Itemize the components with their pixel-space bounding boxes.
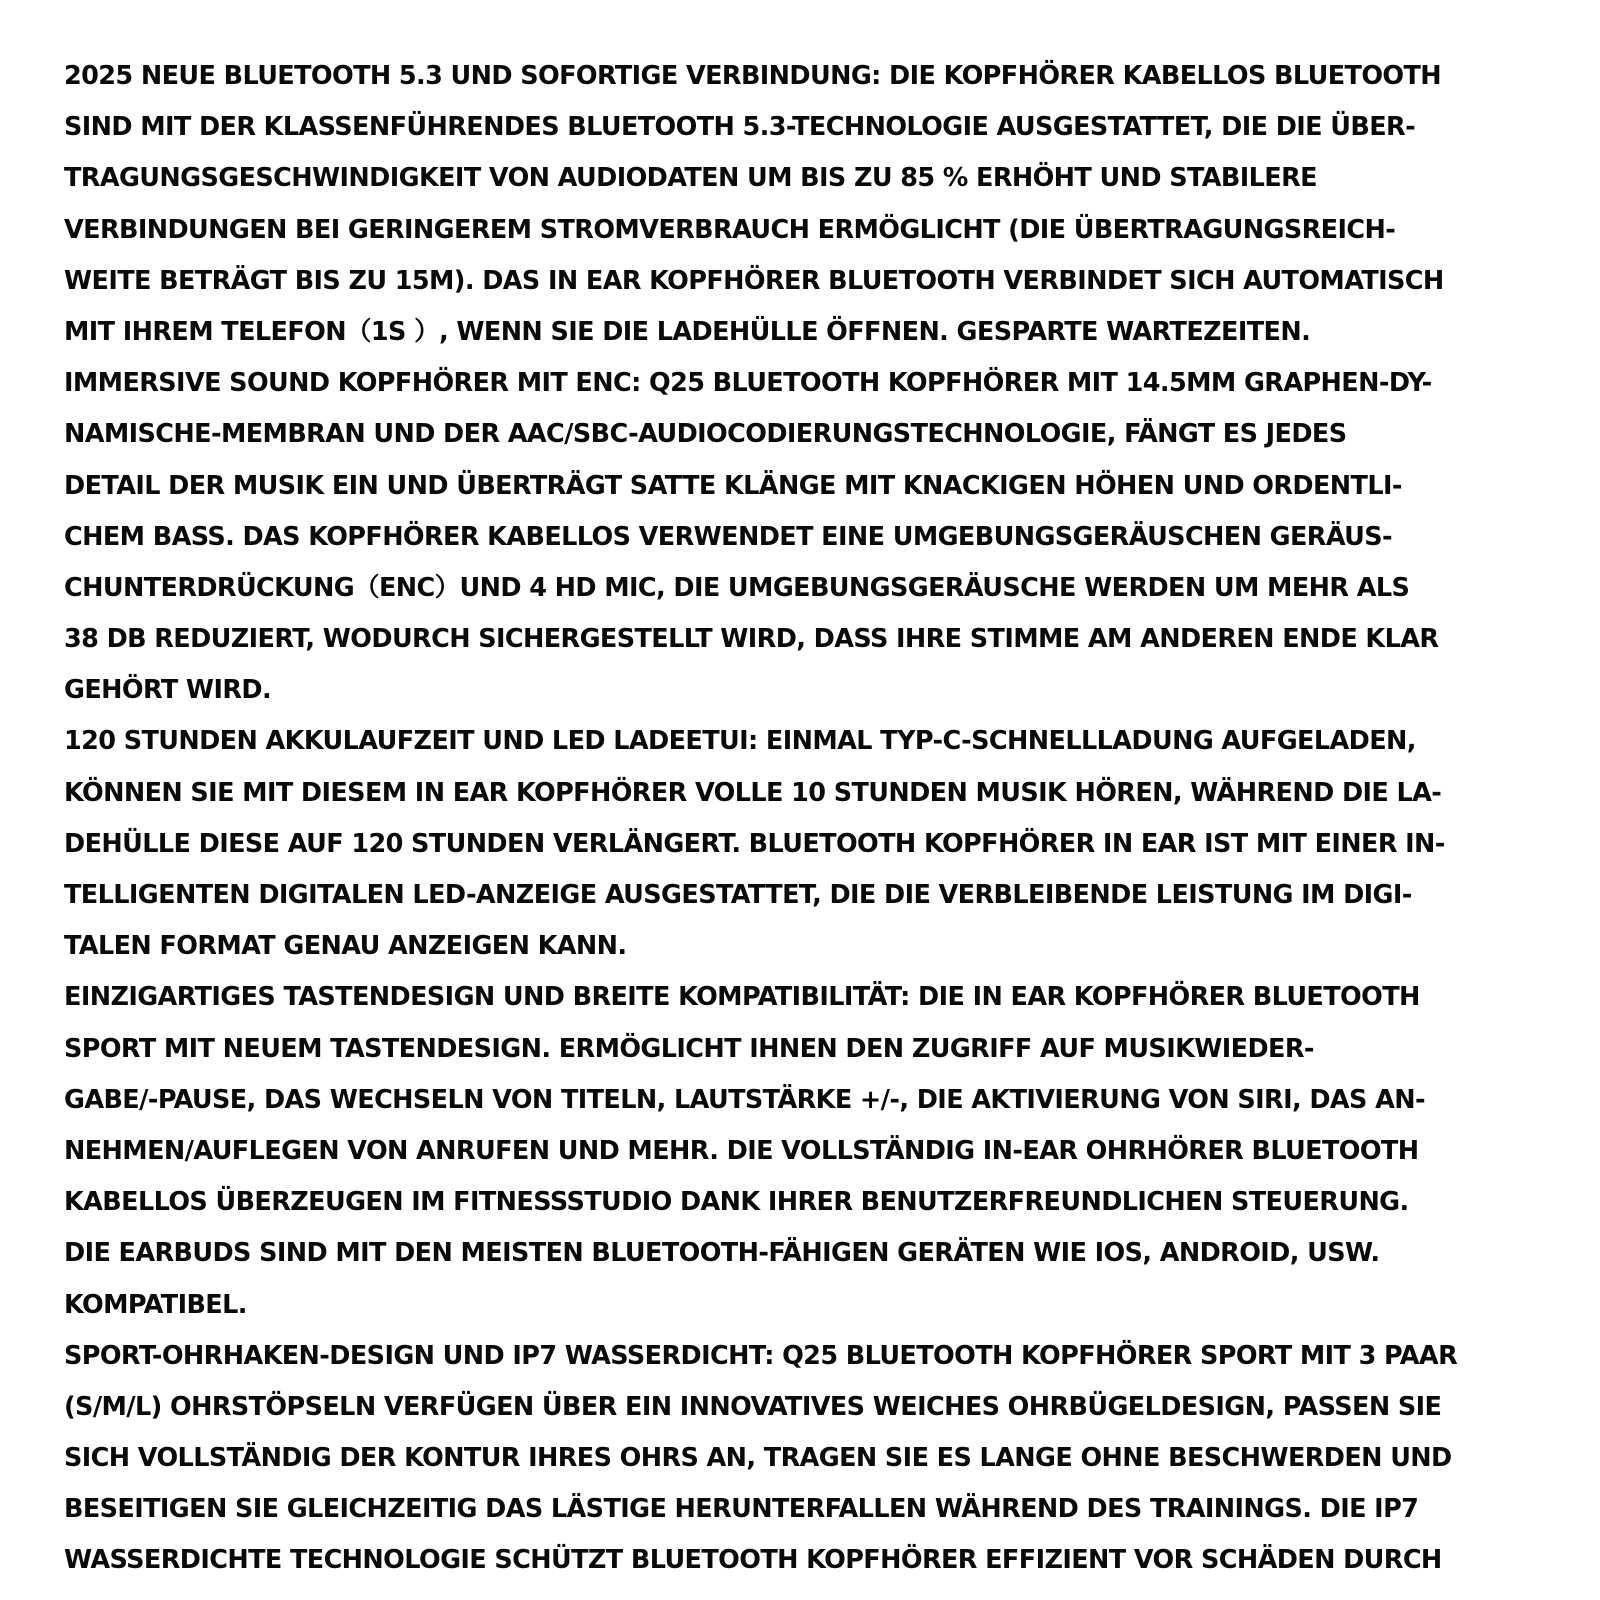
product-description-text: [64, 51, 1564, 1587]
text-line: (S/M/L) OHRSTÖPSELN VERFÜGEN ÜBER EIN INNOVATIVES WEICHES OHRBÜGELDESIGN, PASSEN SIE: [64, 1391, 1442, 1422]
text-line: SPORT-OHRHAKEN-DESIGN UND IP7 WASSERDICHT: Q25 BLUETOOTH KOPFHÖRER SPORT MIT 3 PAAR: [64, 1340, 1458, 1371]
text-line: CHUNTERDRÜCKUNG（ENC）UND 4 HD MIC, DIE UMGEBUNGSGERÄUSCHE WERDEN UM MEHR ALS: [64, 572, 1410, 603]
text-line: WEITE BETRÄGT BIS ZU 15M). DAS IN EAR KOPFHÖRER BLUETOOTH VERBINDET SICH AUTOMATISCH: [64, 265, 1444, 296]
text-line: SPORT MIT NEUEM TASTENDESIGN. ERMÖGLICHT IHNEN DEN ZUGRIFF AUF MUSIKWIEDER-: [64, 1033, 1314, 1064]
text-line: DETAIL DER MUSIK EIN UND ÜBERTRÄGT SATTE KLÄNGE MIT KNACKIGEN HÖHEN UND ORDENTLI-: [64, 470, 1402, 501]
text-line: NAMISCHE-MEMBRAN UND DER AAC/SBC-AUDIOCODIERUNGSTECHNOLOGIE, FÄNGT ES JEDES: [64, 419, 1347, 450]
text-line: TRAGUNGSGESCHWINDIGKEIT VON AUDIODATEN UM BIS ZU 85 % ERHÖHT UND STABILERE: [64, 163, 1317, 194]
text-line: BESEITIGEN SIE GLEICHZEITIG DAS LÄSTIGE HERUNTERFALLEN WÄHREND DES TRAININGS. DIE IP7: [64, 1494, 1419, 1525]
text-line: TALEN FORMAT GENAU ANZEIGEN KANN.: [64, 931, 627, 962]
text-line: EINZIGARTIGES TASTENDESIGN UND BREITE KOMPATIBILITÄT: DIE IN EAR KOPFHÖRER BLUETOOTH: [64, 982, 1420, 1013]
text-line: SICH VOLLSTÄNDIG DER KONTUR IHRES OHRS AN, TRAGEN SIE ES LANGE OHNE BESCHWERDEN UND: [64, 1443, 1452, 1474]
text-line: KÖNNEN SIE MIT DIESEM IN EAR KOPFHÖRER VOLLE 10 STUNDEN MUSIK HÖREN, WÄHREND DIE LA-: [64, 777, 1442, 808]
text-line: KOMPATIBEL.: [64, 1289, 247, 1320]
text-line: SIND MIT DER KLASSENFÜHRENDES BLUETOOTH 5.3-TECHNOLOGIE AUSGESTATTET, DIE DIE ÜBER-: [64, 112, 1416, 143]
text-line: DIE EARBUDS SIND MIT DEN MEISTEN BLUETOOTH-FÄHIGEN GERÄTEN WIE IOS, ANDROID, USW.: [64, 1238, 1380, 1269]
text-line: KABELLOS ÜBERZEUGEN IM FITNESSSTUDIO DANK IHRER BENUTZERFREUNDLICHEN STEUERUNG.: [64, 1187, 1409, 1218]
text-line: 120 STUNDEN AKKULAUFZEIT UND LED LADEETUI: EINMAL TYP-C-SCHNELLLADUNG AUFGELADEN,: [64, 726, 1416, 757]
text-line: DEHÜLLE DIESE AUF 120 STUNDEN VERLÄNGERT. BLUETOOTH KOPFHÖRER IN EAR IST MIT EINER IN-: [64, 828, 1445, 859]
text-line: 38 DB REDUZIERT, WODURCH SICHERGESTELLT WIRD, DASS IHRE STIMME AM ANDEREN ENDE KLAR: [64, 624, 1439, 655]
text-line: VERBINDUNGEN BEI GERINGEREM STROMVERBRAUCH ERMÖGLICHT (DIE ÜBERTRAGUNGSREICH-: [64, 214, 1396, 245]
text-line: TELLIGENTEN DIGITALEN LED-ANZEIGE AUSGESTATTET, DIE DIE VERBLEIBENDE LEISTUNG IM DIGI-: [64, 880, 1412, 910]
text-line: GEHÖRT WIRD.: [64, 675, 272, 706]
text-line: GABE/-PAUSE, DAS WECHSELN VON TITELN, LAUTSTÄRKE +/-, DIE AKTIVIERUNG VON SIRI, DAS AN-: [64, 1084, 1425, 1115]
text-line: WASSERDICHTE TECHNOLOGIE SCHÜTZT BLUETOOTH KOPFHÖRER EFFIZIENT VOR SCHÄDEN DURCH: [64, 1545, 1442, 1576]
text-line: 2025 NEUE BLUETOOTH 5.3 UND SOFORTIGE VERBINDUNG: DIE KOPFHÖRER KABELLOS BLUETOOTH: [64, 61, 1442, 91]
text-line: MIT IHREM TELEFON（1S ）, WENN SIE DIE LADEHÜLLE ÖFFNEN. GESPARTE WARTEZEITEN.: [64, 316, 1311, 347]
text-line: IMMERSIVE SOUND KOPFHÖRER MIT ENC: Q25 BLUETOOTH KOPFHÖRER MIT 14.5MM GRAPHEN-DY-: [64, 368, 1432, 399]
text-line: CHEM BASS. DAS KOPFHÖRER KABELLOS VERWENDET EINE UMGEBUNGSGERÄUSCHEN GERÄUS-: [64, 521, 1393, 552]
text-line: NEHMEN/AUFLEGEN VON ANRUFEN UND MEHR. DIE VOLLSTÄNDIG IN-EAR OHRHÖRER BLUETOOTH: [64, 1135, 1419, 1166]
